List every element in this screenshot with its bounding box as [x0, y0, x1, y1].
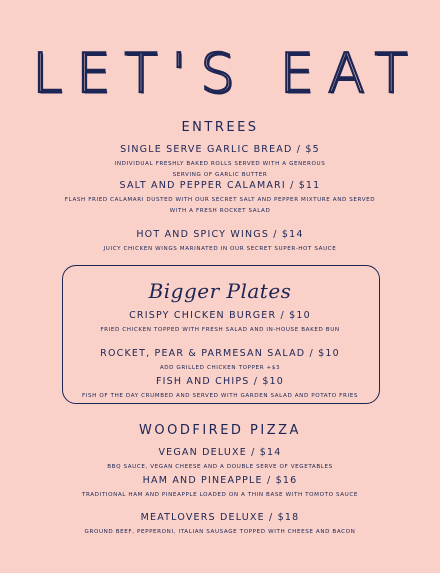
menu-item-garlic-bread	[0, 144, 440, 181]
menu-item-name: HOT AND SPICY WINGS / $14	[136, 229, 304, 240]
menu-item-name: FISH AND CHIPS / $10	[155, 376, 285, 387]
menu-item-name: SALT AND PEPPER CALAMARI / $11	[119, 180, 321, 191]
menu-item-description: BBQ SAUCE, VEGAN CHEESE AND A DOUBLE SERVE OF VEGETABLES	[107, 464, 333, 470]
menu-item-name: HAM AND PINEAPPLE / $16	[142, 475, 298, 486]
section-heading-entrees: ENTREES	[181, 120, 259, 135]
menu-item-fish-and-chips	[0, 376, 440, 402]
menu-item-vegan-deluxe	[0, 447, 440, 473]
menu-item-description: FRIED CHICKEN TOPPED WITH FRESH SALAD AND IN-HOUSE BAKED BUN	[100, 327, 340, 333]
menu-item-name: VEGAN DELUXE / $14	[158, 447, 282, 458]
section-heading-woodfired-pizza: WOODFIRED PIZZA	[139, 423, 301, 438]
menu-item-description: FLASH FRIED CALAMARI DUSTED WITH OUR SECRET SALT AND PEPPER MIXTURE AND SERVED WITH A FRESH ROCKET SALAD	[64, 197, 376, 214]
menu-item-wings	[0, 229, 440, 255]
menu-item-description: JUICY CHICKEN WINGS MARINATED IN OUR SECRET SUPER-HOT SAUCE	[103, 246, 337, 252]
menu-item-salad	[0, 348, 440, 374]
menu-item-chicken-burger	[0, 310, 440, 336]
menu-item-name: CRISPY CHICKEN BURGER / $10	[129, 310, 311, 321]
menu-item-description: FISH OF THE DAY CRUMBED AND SERVED WITH GARDEN SALAD AND POTATO FRIES	[81, 393, 359, 399]
menu-item-name: SINGLE SERVE GARLIC BREAD / $5	[120, 144, 320, 155]
menu-item-description: TRADITIONAL HAM AND PINEAPPLE LOADED ON A THIN BASE WITH TOMOTO SAUCE	[81, 492, 359, 498]
menu-item-name: MEATLOVERS DELUXE / $18	[140, 512, 300, 523]
menu-item-calamari	[0, 180, 440, 217]
menu-item-ham-and-pineapple	[0, 475, 440, 501]
menu-title: LET'S EAT	[32, 42, 422, 105]
section-heading-bigger-plates: Bigger Plates	[148, 279, 292, 303]
menu-item-name: ROCKET, PEAR & PARMESAN SALAD / $10	[100, 348, 340, 359]
menu-item-description: GROUND BEEF, PEPPERONI, ITALIAN SAUSAGE TOPPED WITH CHEESE AND BACON	[84, 529, 356, 535]
menu-item-description: ADD GRILLED CHICKEN TOPPER +$3	[159, 365, 281, 371]
menu-item-meatlovers-deluxe	[0, 512, 440, 538]
menu-item-description: INDIVIDUAL FRESHLY BAKED ROLLS SERVED WITH A GENEROUS SERVING OF GARLIC BUTTER	[114, 161, 326, 178]
